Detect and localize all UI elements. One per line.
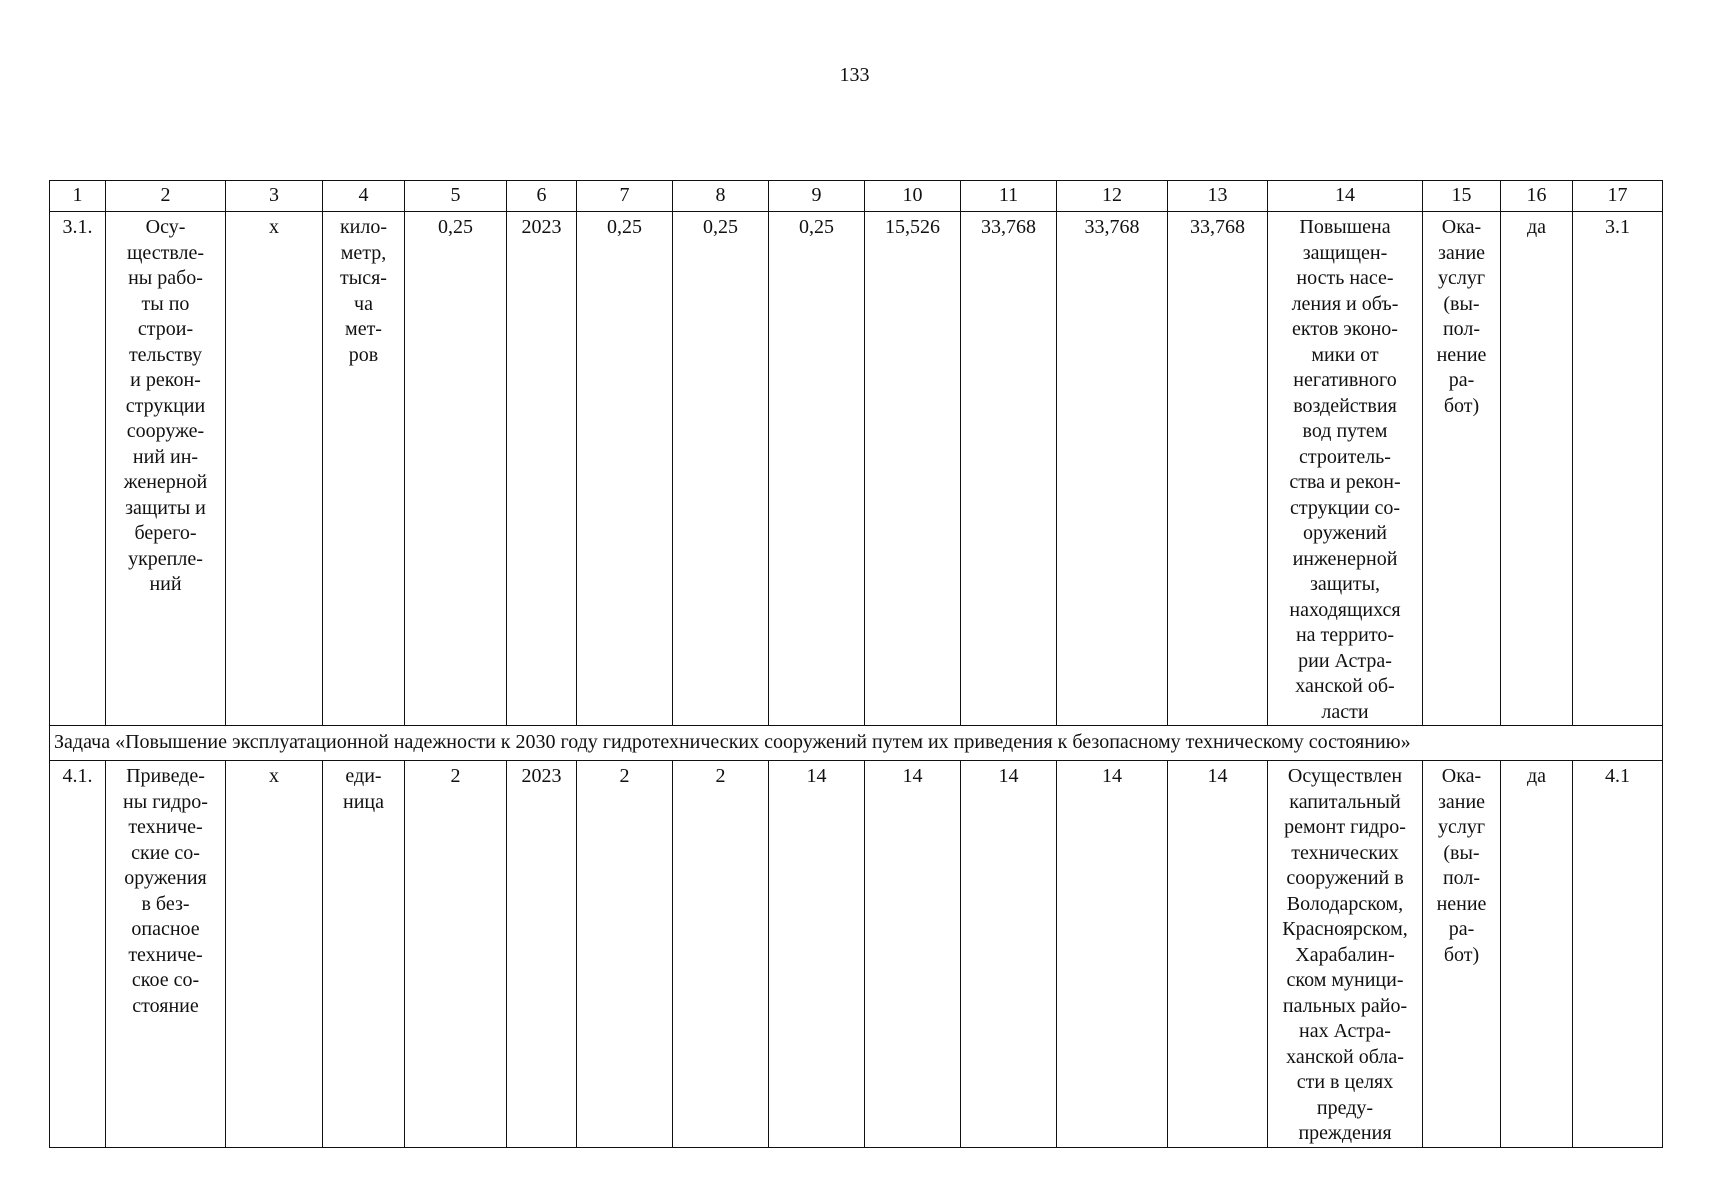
header-cell: 11 bbox=[961, 181, 1057, 212]
indicators-table bbox=[49, 180, 1663, 1148]
table-cell: Повышена защищен- ность насе- ления и объ- ектов эконо- мики от негативного воздействия вод путем строитель- ства и рекон- струкции со- оружений инженерной защиты, находящихся на террито- рии Астра- ханской об- ласти bbox=[1268, 212, 1423, 726]
table-cell: х bbox=[226, 761, 323, 1148]
table-cell: 14 bbox=[961, 761, 1057, 1148]
table-cell: да bbox=[1501, 212, 1573, 726]
table-cell: 14 bbox=[1057, 761, 1168, 1148]
table-cell: 33,768 bbox=[961, 212, 1057, 726]
table-cell: 4.1 bbox=[1573, 761, 1663, 1148]
header-cell: 14 bbox=[1268, 181, 1423, 212]
header-cell: 12 bbox=[1057, 181, 1168, 212]
table-cell: Ока- зание услуг (вы- пол- нение ра- бот) bbox=[1423, 761, 1501, 1148]
page-number: 133 bbox=[839, 64, 870, 86]
header-cell: 10 bbox=[865, 181, 961, 212]
table-cell: 14 bbox=[769, 761, 865, 1148]
header-cell: 17 bbox=[1573, 181, 1663, 212]
table-cell: 3.1 bbox=[1573, 212, 1663, 726]
table-cell: 33,768 bbox=[1057, 212, 1168, 726]
table-cell: 14 bbox=[1168, 761, 1268, 1148]
header-cell: 4 bbox=[323, 181, 405, 212]
table-cell: 0,25 bbox=[405, 212, 507, 726]
column-number-row bbox=[50, 181, 1663, 212]
header-cell: 16 bbox=[1501, 181, 1573, 212]
table-cell: 15,526 bbox=[865, 212, 961, 726]
table-cell: 2023 bbox=[507, 761, 577, 1148]
table-cell: Ока- зание услуг (вы- пол- нение ра- бот) bbox=[1423, 212, 1501, 726]
table-cell: х bbox=[226, 212, 323, 726]
header-cell: 2 bbox=[106, 181, 226, 212]
header-cell: 6 bbox=[507, 181, 577, 212]
table-cell: 0,25 bbox=[673, 212, 769, 726]
table-cell: 14 bbox=[865, 761, 961, 1148]
table-cell: Приведе- ны гидро- техниче- ские со- оружения в без- опасное техниче- ское со- стояние bbox=[106, 761, 226, 1148]
table-cell: еди- ница bbox=[323, 761, 405, 1148]
header-cell: 5 bbox=[405, 181, 507, 212]
table-cell: 0,25 bbox=[577, 212, 673, 726]
header-cell: 7 bbox=[577, 181, 673, 212]
table-cell: Осу- ществле- ны рабо- ты по строи- тельству и рекон- струкции сооруже- ний ин- женерной защиты и берего- укрепле- ний bbox=[106, 212, 226, 726]
table-cell: 3.1. bbox=[50, 212, 106, 726]
table-cell: 33,768 bbox=[1168, 212, 1268, 726]
header-cell: 1 bbox=[50, 181, 106, 212]
header-cell: 13 bbox=[1168, 181, 1268, 212]
header-cell: 3 bbox=[226, 181, 323, 212]
table-cell: 2 bbox=[673, 761, 769, 1148]
table-row bbox=[50, 212, 1663, 726]
table-cell: 4.1. bbox=[50, 761, 106, 1148]
table-cell: кило- метр, тыся- ча мет- ров bbox=[323, 212, 405, 726]
table-cell: 2023 bbox=[507, 212, 577, 726]
header-cell: 8 bbox=[673, 181, 769, 212]
table-cell: Осуществлен капитальный ремонт гидро- технических сооружений в Володарском, Красноярском, Харабалин- ском муници- пальных райо- нах Астра- ханской обла- сти в целях преду- преждения bbox=[1268, 761, 1423, 1148]
table-row bbox=[50, 761, 1663, 1148]
table-cell: 2 bbox=[577, 761, 673, 1148]
table-cell: да bbox=[1501, 761, 1573, 1148]
task-title: Задача «Повышение эксплуатационной надежности к 2030 году гидротехнических сооружений путем их приведения к безопасному техническому состоянию» bbox=[50, 726, 1663, 761]
header-cell: 15 bbox=[1423, 181, 1501, 212]
table-cell: 2 bbox=[405, 761, 507, 1148]
header-cell: 9 bbox=[769, 181, 865, 212]
table-cell: 0,25 bbox=[769, 212, 865, 726]
task-row bbox=[50, 726, 1663, 761]
